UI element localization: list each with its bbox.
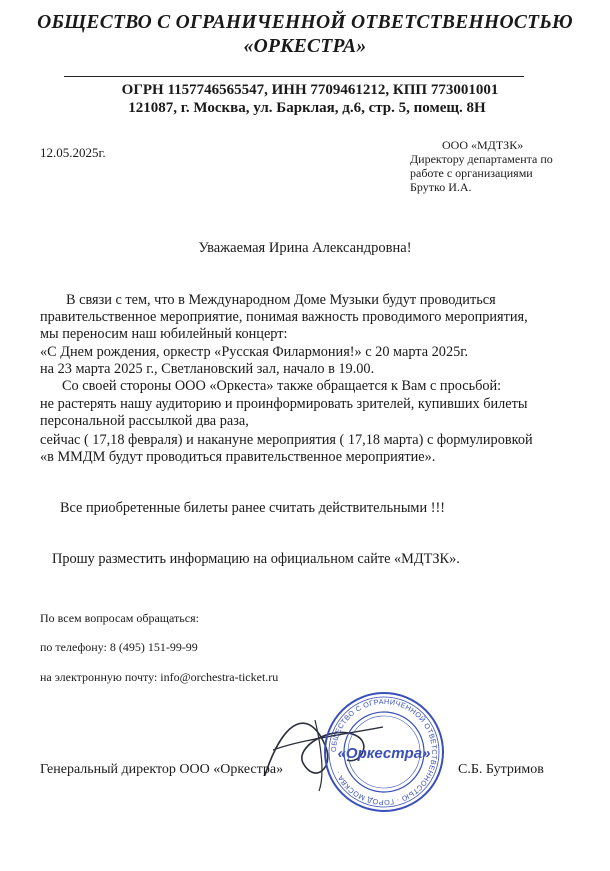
concert-new-date: на 23 марта 2025 г., Светлановский зал, начало в 19.00.: [40, 361, 375, 377]
tickets-valid-note: Все приобретенные билеты ранее считать действительными !!!: [60, 500, 445, 516]
body-line: «в ММДМ будут проводиться правительственное мероприятие».: [40, 449, 436, 465]
addressee-name: Брутко И.А.: [410, 180, 472, 194]
signatory-title: Генеральный директор ООО «Оркестра»: [40, 762, 284, 777]
publish-request: Прошу разместить информацию на официальном сайте «МДТЗК».: [52, 551, 460, 567]
letterhead-company-type: ОБЩЕСТВО С ОГРАНИЧЕННОЙ ОТВЕТСТВЕННОСТЬЮ: [37, 12, 573, 33]
company-address: 121087, г. Москва, ул. Барклая, д.6, стр. 5, помещ. 8Н: [128, 100, 486, 116]
body-line: правительственное мероприятие, понимая важность проводимого мероприятия,: [40, 309, 528, 325]
letter-date: 12.05.2025г.: [40, 145, 106, 160]
seal-ring-text: ОБЩЕСТВО С ОГРАНИЧЕННОЙ ОТВЕТСТВЕННОСТЬЮ · ГОРОД МОСКВА ·: [328, 696, 440, 808]
seal-center-text: «Оркестра»: [337, 745, 431, 762]
company-seal: [322, 690, 446, 814]
body-line: сейчас ( 17,18 февраля) и накануне мероприятия ( 17,18 марта) с формулировкой: [40, 432, 533, 448]
body-line: персональной рассылкой два раза,: [40, 413, 249, 429]
letterhead-company-name: «ОРКЕСТРА»: [243, 36, 367, 57]
company-requisites: ОГРН 1157746565547, ИНН 7709461212, КПП 773001001: [121, 82, 499, 98]
body-line: не растерять нашу аудиторию и проинформировать зрителей, купивших билеты: [40, 396, 528, 412]
signatory-name: С.Б. Бутримов: [458, 762, 544, 777]
addressee-org: ООО «МДТЗК»: [442, 138, 524, 152]
contacts-intro: По всем вопросам обращаться:: [40, 611, 199, 625]
contact-email: на электронную почту: info@orchestra-ticket.ru: [40, 670, 279, 684]
body-line: В связи с тем, что в Международном Доме Музыки будут проводиться: [66, 292, 496, 308]
addressee-position: Директору департамента по: [410, 152, 553, 166]
concert-title: «С Днем рождения, оркестр «Русская Филармония!» с 20 марта 2025г.: [40, 344, 469, 360]
body-line: мы переносим наш юбилейный концерт:: [40, 326, 288, 342]
addressee-department: работе с организациями: [410, 166, 533, 180]
salutation: Уважаемая Ирина Александровна!: [198, 240, 412, 256]
letterhead-divider: [64, 76, 524, 77]
body-line: Со своей стороны ООО «Оркеста» также обращается к Вам с просьбой:: [62, 378, 502, 394]
contact-phone: по телефону: 8 (495) 151-99-99: [40, 640, 198, 654]
